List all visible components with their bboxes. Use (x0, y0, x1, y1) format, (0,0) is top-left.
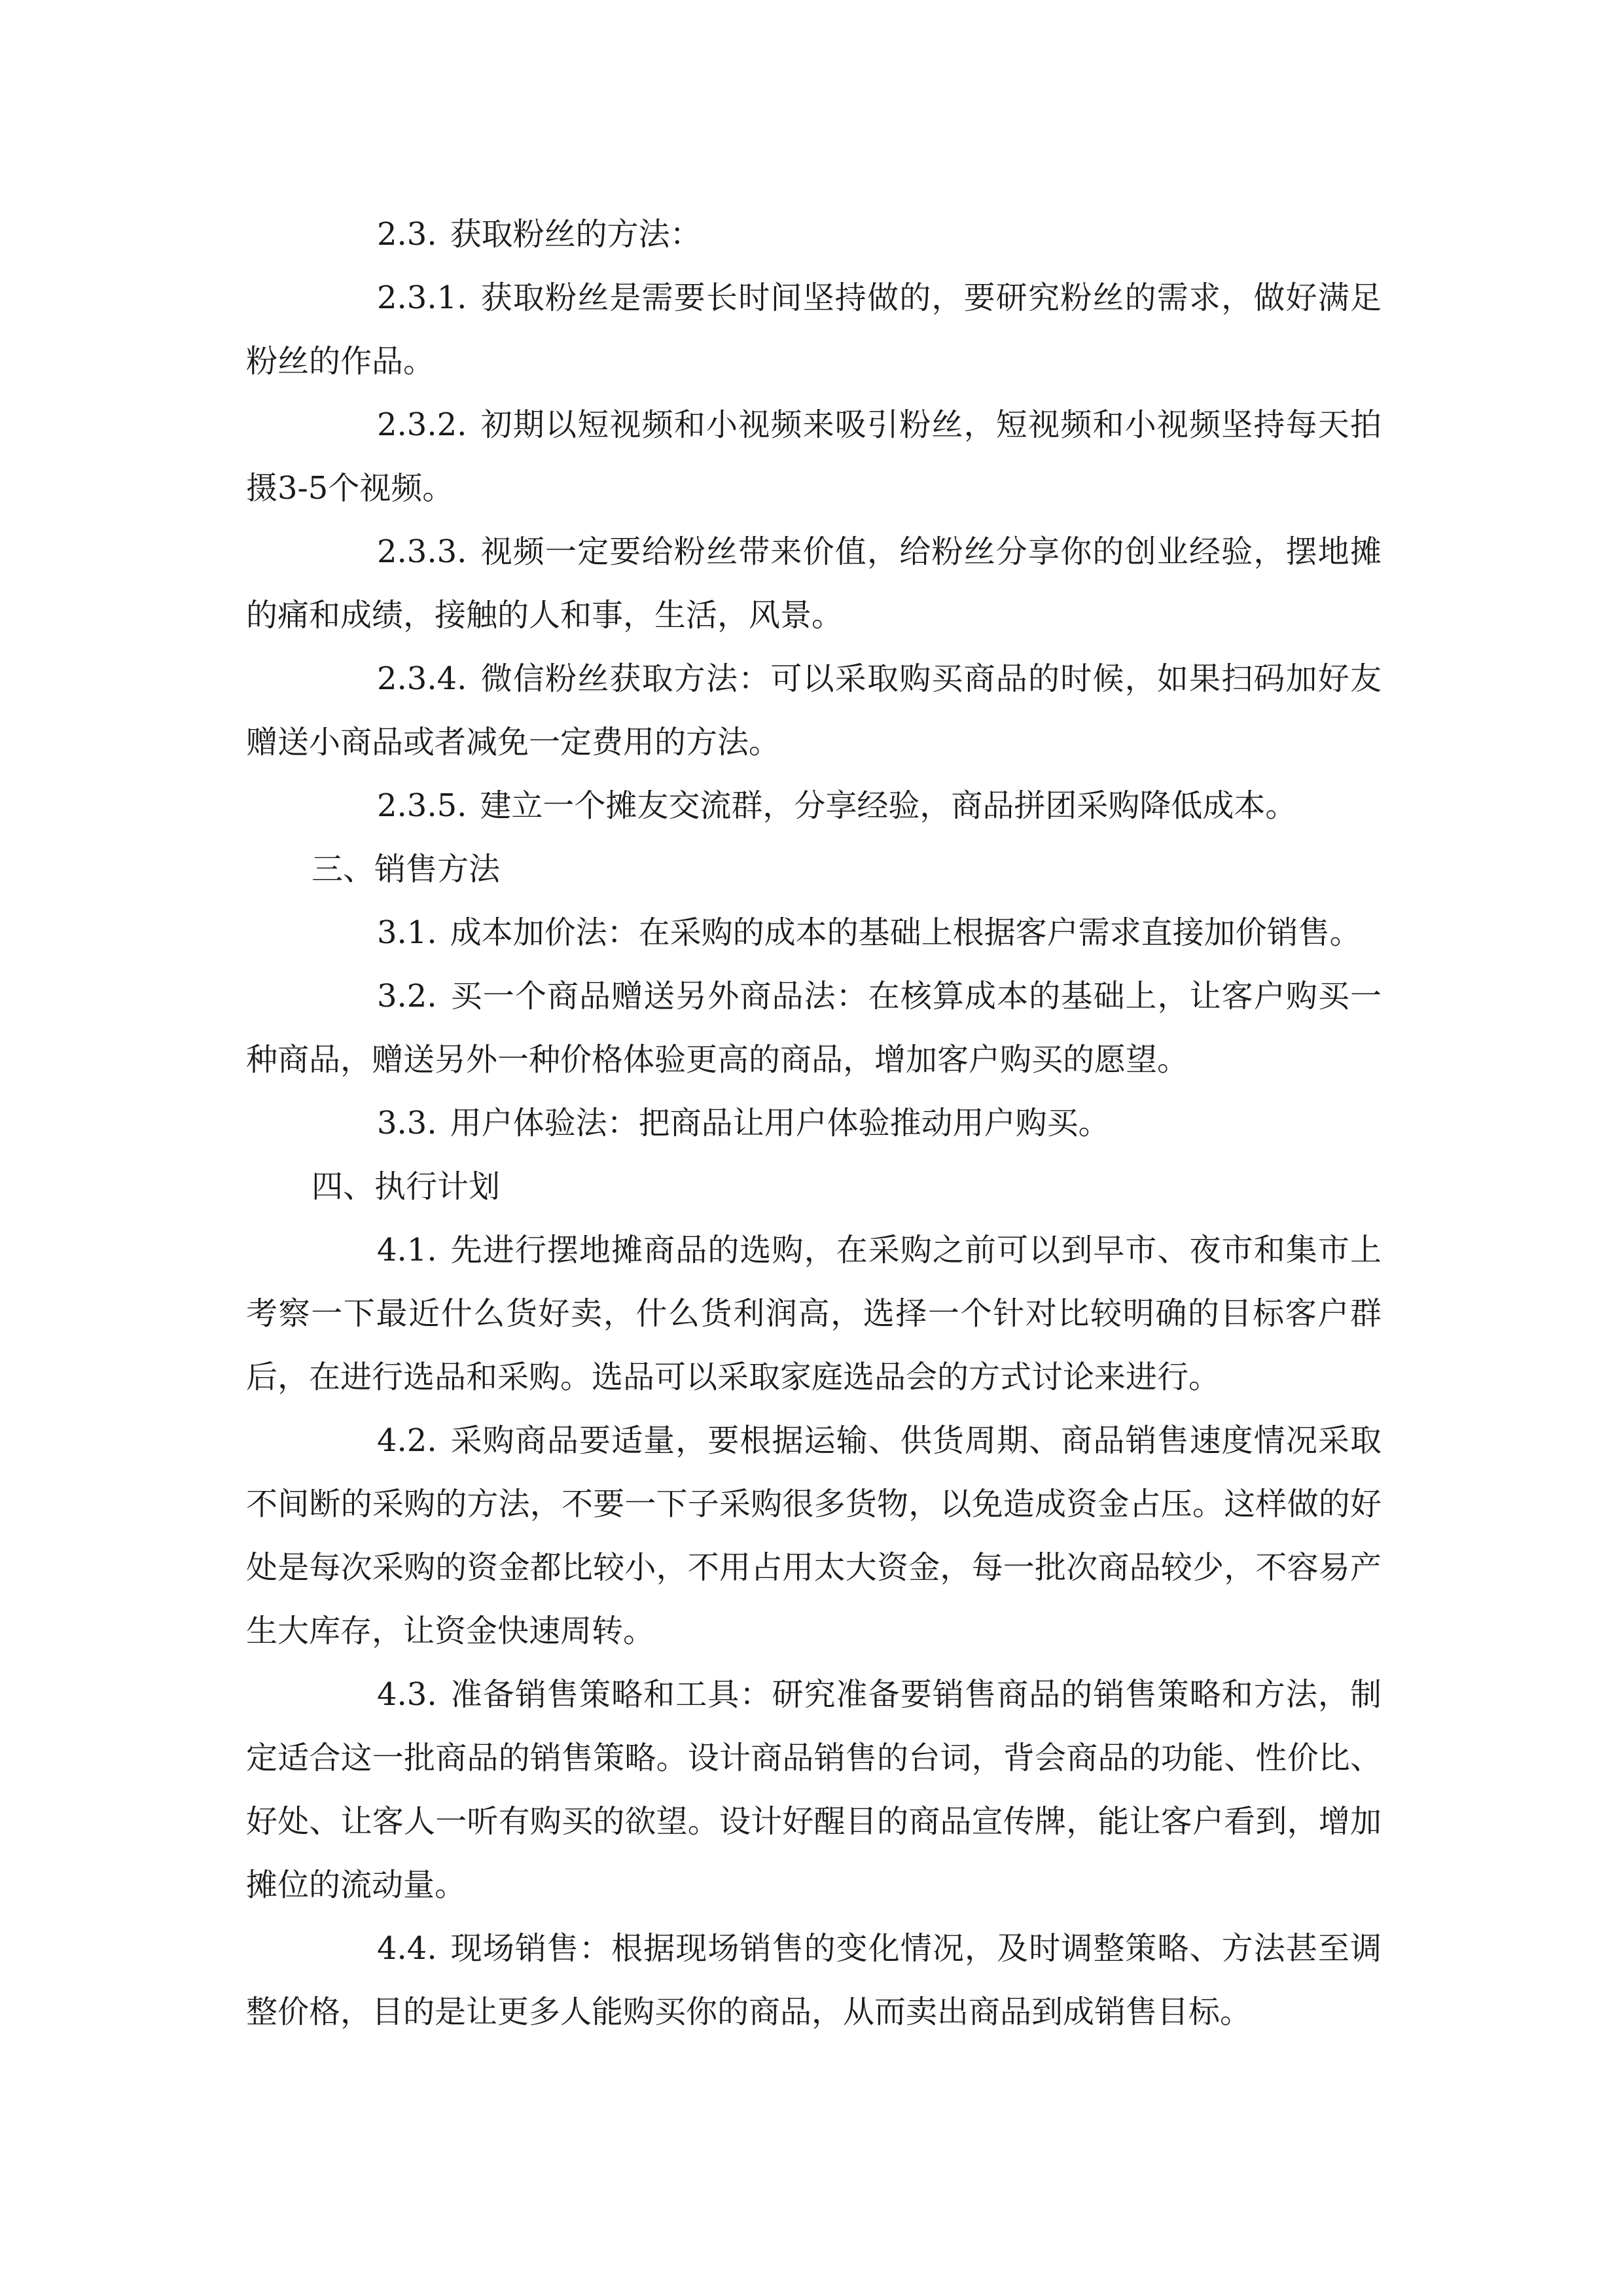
heading-text: 三、销售方法 (312, 851, 501, 888)
paragraph-2-3-1 (246, 266, 1382, 393)
paragraph-text: 微信粉丝获取方法：可以采取购买商品的时候，如果扫码加好友赠送小商品或者减免一定费用的方法。 (246, 660, 1382, 761)
paragraph-2-3 (246, 203, 1382, 266)
paragraph-2-3-5 (246, 774, 1382, 838)
section-number: 2.3. (377, 216, 437, 253)
paragraph-text: 买一个商品赠送另外商品法：在核算成本的基础上，让客户购买一种商品，赠送另外一种价格体验更高的商品，增加客户购买的愿望。 (246, 978, 1382, 1078)
section-number: 2.3.1. (377, 279, 467, 316)
paragraph-4-3 (246, 1663, 1382, 1917)
section-number: 4.4. (377, 1930, 437, 1967)
section-heading-sales-methods (246, 838, 1382, 901)
paragraph-text: 初期以短视频和小视频来吸引粉丝，短视频和小视频坚持每天拍摄3-5个视频。 (246, 406, 1382, 507)
paragraph-text: 现场销售：根据现场销售的变化情况，及时调整策略、方法甚至调整价格，目的是让更多人能购买你的商品，从而卖出商品到成销售目标。 (246, 1930, 1382, 2030)
section-number: 3.2. (377, 978, 437, 1014)
paragraph-2-3-3 (246, 520, 1382, 647)
paragraph-text: 先进行摆地摊商品的选购，在采购之前可以到早市、夜市和集市上考察一下最近什么货好卖，什么货利润高，选择一个针对比较明确的目标客户群后，在进行选品和采购。选品可以采取家庭选品会的方式讨论来进行。 (246, 1232, 1382, 1395)
paragraph-text: 成本加价法：在采购的成本的基础上根据客户需求直接加价销售。 (450, 914, 1361, 951)
paragraph-3-3 (246, 1092, 1382, 1155)
paragraph-text: 准备销售策略和工具：研究准备要销售商品的销售策略和方法，制定适合这一批商品的销售策略。设计商品销售的台词，背会商品的功能、性价比、好处、让客人一听有购买的欲望。设计好醒目的商品宣传牌，能让客户看到，增加摊位的流动量。 (246, 1676, 1382, 1903)
document-body (246, 203, 1382, 2044)
paragraph-3-1 (246, 901, 1382, 965)
paragraph-4-4 (246, 1917, 1382, 2044)
paragraph-2-3-4 (246, 647, 1382, 774)
paragraph-3-2 (246, 965, 1382, 1092)
section-number: 2.3.3. (377, 533, 467, 570)
paragraph-text: 获取粉丝是需要长时间坚持做的，要研究粉丝的需求，做好满足粉丝的作品。 (246, 279, 1382, 380)
paragraph-4-2 (246, 1409, 1382, 1663)
section-number: 4.3. (377, 1676, 437, 1713)
paragraph-text: 视频一定要给粉丝带来价值，给粉丝分享你的创业经验，摆地摊的痛和成绩，接触的人和事，生活，风景。 (246, 533, 1382, 634)
section-number: 4.1. (377, 1232, 437, 1268)
section-number: 2.3.2. (377, 406, 467, 443)
section-number: 3.1. (377, 914, 437, 951)
paragraph-4-1 (246, 1219, 1382, 1409)
heading-text: 四、执行计划 (312, 1168, 501, 1205)
section-number: 3.3. (377, 1105, 437, 1141)
paragraph-text: 采购商品要适量，要根据运输、供货周期、商品销售速度情况采取不间断的采购的方法，不要一下子采购很多货物，以免造成资金占压。这样做的好处是每次采购的资金都比较小，不用占用太大资金，每一批次商品较少，不容易产生大库存，让资金快速周转。 (246, 1422, 1382, 1649)
paragraph-text: 用户体验法：把商品让用户体验推动用户购买。 (450, 1105, 1110, 1141)
section-number: 4.2. (377, 1422, 437, 1459)
paragraph-2-3-2 (246, 393, 1382, 520)
section-number: 2.3.5. (377, 787, 467, 824)
section-number: 2.3.4. (377, 660, 467, 697)
paragraph-text: 建立一个摊友交流群，分享经验，商品拼团采购降低成本。 (480, 787, 1297, 824)
paragraph-text: 获取粉丝的方法： (450, 216, 702, 253)
section-heading-execution-plan (246, 1155, 1382, 1219)
